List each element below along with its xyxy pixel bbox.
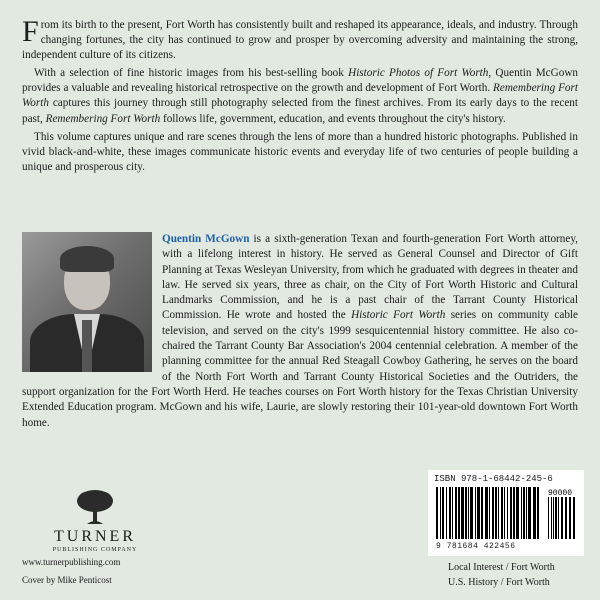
blurb-paragraph-2 (22, 66, 578, 126)
category-label: Local Interest / Fort Worth (448, 562, 555, 573)
tree-icon (75, 488, 115, 526)
drop-cap: F (22, 15, 39, 48)
blurb-text: captures this journey through still photography selected from the finest archives. From its early days to the recent past, (22, 97, 578, 125)
category-label: U.S. History / Fort Worth (448, 577, 550, 588)
isbn-barcode (428, 470, 584, 556)
book-title-italic: Remembering Fort Worth (45, 112, 161, 125)
barcode-icon (434, 487, 578, 541)
series-title-italic: Historic Fort Worth (351, 309, 446, 322)
isbn-text: ISBN 978-1-68442-245-6 (434, 474, 553, 484)
blurb-text: This volume captures unique and rare scenes through the lens of more than a hundred historic photographs. Published in vivid black-and-white, these images communicate historic events and everyday life of two centuries of people building a unique and prosperous city. (22, 130, 578, 173)
blurb-text: With a selection of fine historic images from his best-selling book (34, 67, 349, 80)
cover-credit: Cover by Mike Penticost (22, 575, 112, 585)
blurb-text: follows life, government, education, and events throughout the city's history. (160, 112, 506, 125)
price-code: 90000 (548, 489, 573, 498)
author-photo (22, 232, 152, 372)
bio-text: series on community cable television, and served on the city's 1999 sesquicentennial history committee. He also co-chaired the Tarrant County Bar Association's 2004 centennial celebration. A member of the planning committee for the annual Red Steagall Cowboy Gathering, he serves on the board of the North Fort Worth and Tarrant County Historical Societies and the Outriders, the support organization for the Fort Worth Herd. He teaches courses on Fort Worth history for the Texas Christian University Extended Education program. McGown and his wife, Laurie, are slowly restoring their 101-year-old downtown Fort Worth home. (22, 309, 578, 429)
book-title-italic: Historic Photos of Fort Worth (348, 67, 489, 80)
publisher-name: TURNER (54, 528, 136, 545)
back-cover-blurb (22, 15, 578, 178)
blurb-text: rom its birth to the present, Fort Worth has consistently built and reshaped its appearance, ideals, and industry. Through changing fortunes, the city has continued to grow and prosper by overcoming adversity and maintaining the strong, independent culture of its citizens. (22, 19, 578, 62)
blurb-text: , Quentin McGown provides a valuable and revealing historical retrospective on the growth and development of Fort Worth. (22, 67, 578, 95)
bio-text: is a sixth-generation Texan and fourth-generation Fort Worth attorney, with a lifelong interest in history. He served as General Counsel and Director of Gift Planning at Texas Wesleyan University, from which he graduated with degrees in theater and law. He served six years, three as chair, on the City of Fort Worth Historic and Cultural Landmarks Commission, and he is a past chair of the Tarrant County Historical Commission. He wrote and hosted the (162, 233, 578, 322)
author-bio (22, 232, 578, 431)
book-title-italic: Remembering Fort Worth (22, 82, 578, 110)
blurb-paragraph-1 (22, 15, 578, 63)
ean-digits: 9 781684 422456 (436, 542, 516, 551)
blurb-paragraph-3 (22, 130, 578, 175)
publisher-url: www.turnerpublishing.com (22, 557, 121, 567)
publisher-logo (50, 488, 140, 553)
author-name: Quentin McGown (162, 233, 250, 245)
publisher-tagline: PUBLISHING COMPANY (52, 547, 138, 553)
